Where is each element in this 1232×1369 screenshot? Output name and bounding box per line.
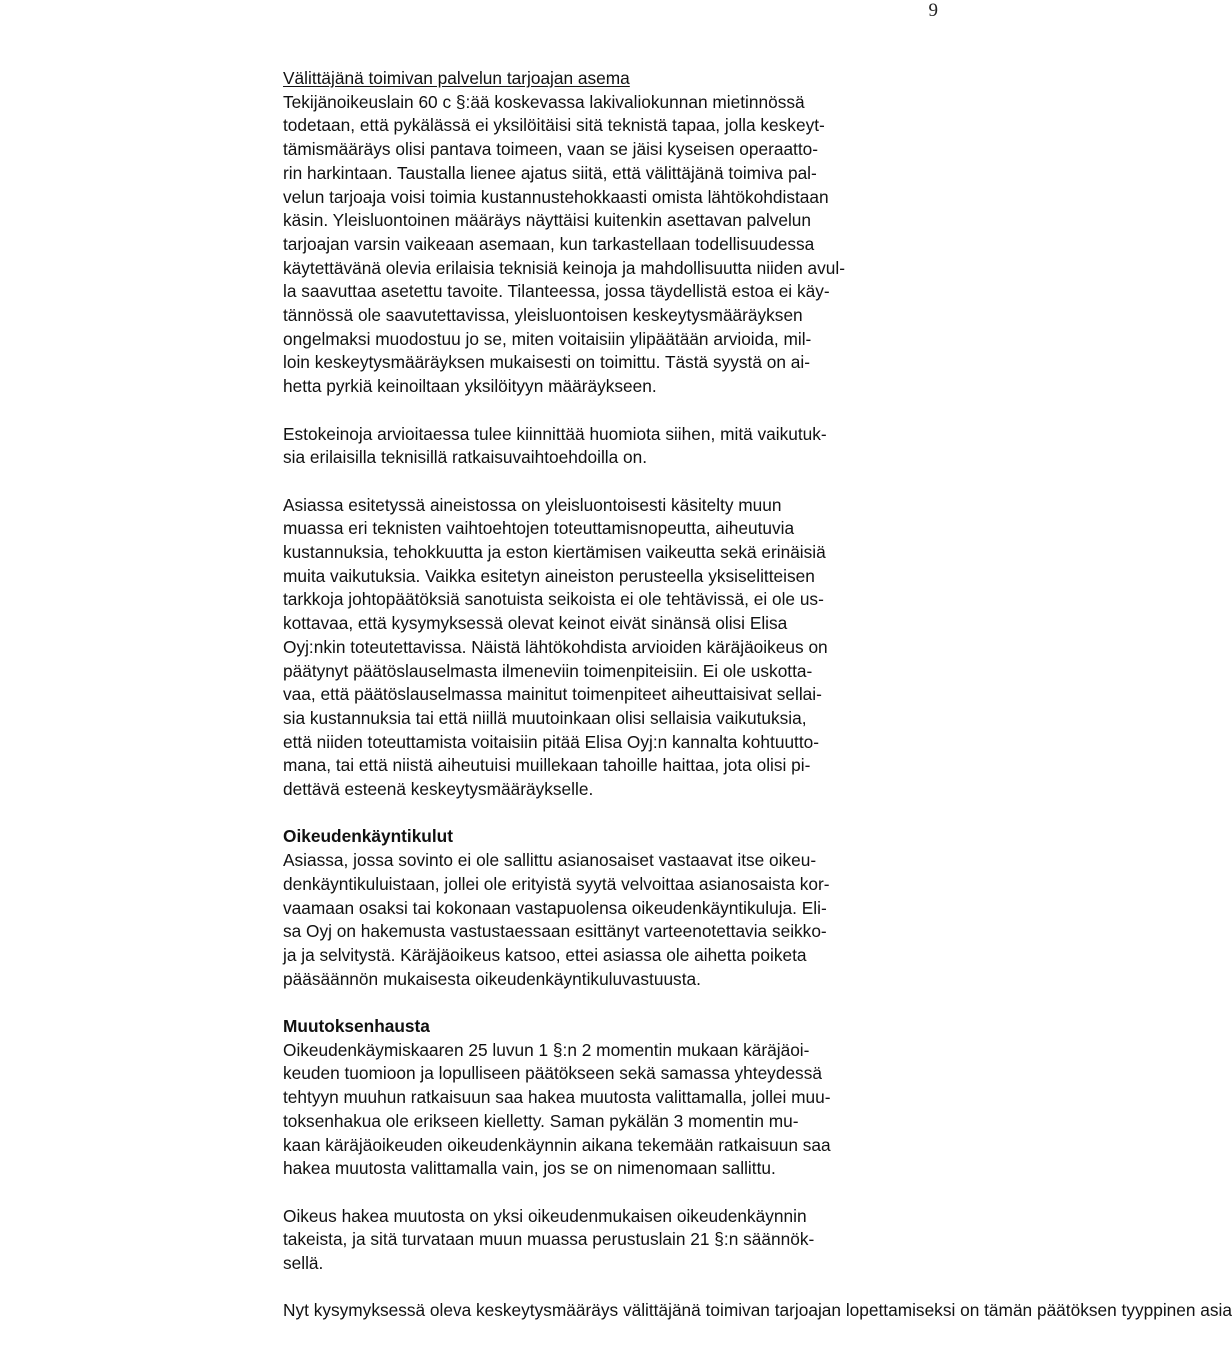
paragraph xyxy=(283,423,943,470)
text-line: Nyt kysymyksessä oleva keskeytysmääräys välittäjänä toimivan tarjoajan lopettamiseksi on tämän päätöksen tyyppinen asia xyxy=(283,1300,1232,1321)
text-line: takeista, ja sitä turvataan muun muassa perustuslain 21 §:n säännök- xyxy=(283,1229,815,1250)
text-line: velun tarjoaja voisi toimia kustannustehokkaasti omista lähtökohdistaan xyxy=(283,186,829,207)
text-line: dettävä esteenä keskeytysmääräykselle. xyxy=(283,779,594,800)
text-line: tarkkoja johtopäätöksiä sanotuista seikoista ei ole tehtävissä, ei ole us- xyxy=(283,589,824,610)
paragraph xyxy=(283,1205,943,1276)
text-line: käsin. Yleisluontoinen määräys näyttäisi kuitenkin asettavan palvelun xyxy=(283,210,812,231)
text-line: muassa eri teknisten vaihtoehtojen toteuttamisnopeutta, aiheutuvia xyxy=(283,518,795,539)
text-line: kaan käräjäoikeuden oikeudenkäynnin aikana tekemään ratkaisuun saa xyxy=(283,1134,831,1155)
text-line: Estokeinoja arvioitaessa tulee kiinnittää huomiota siihen, mitä vaikutuk- xyxy=(283,423,827,444)
paragraph xyxy=(283,1039,943,1181)
text-line: keuden tuomioon ja lopulliseen päätökseen sekä samassa yhteydessä xyxy=(283,1063,822,1084)
text-line: vaa, että päätöslauselmassa mainitut toimenpiteet aiheuttaisivat sellai- xyxy=(283,684,822,705)
section-heading-oikeudenkayntikulut: Oikeudenkäyntikulut xyxy=(283,826,453,847)
text-line: kustannuksia, tehokkuutta ja eston kiertämisen vaikeutta sekä erinäisiä xyxy=(283,542,826,563)
text-line: hetta pyrkiä keinoiltaan yksilöityyn määräykseen. xyxy=(283,376,657,397)
text-line: käytettävänä olevia erilaisia teknisiä keinoja ja mahdollisuutta niiden avul- xyxy=(283,257,845,278)
text-line: tarjoajan varsin vaikeaan asemaan, kun tarkastellaan todellisuudessa xyxy=(283,233,815,254)
text-line: la saavuttaa asetettu tavoite. Tilanteessa, jossa täydellistä estoa ei käy- xyxy=(283,281,830,302)
text-line: tehtyyn muuhun ratkaisuun saa hakea muutosta valittamalla, jollei muu- xyxy=(283,1087,831,1108)
text-line: todetaan, että pykälässä ei yksilöitäisi sitä teknistä tapaa, jolla keskeyt- xyxy=(283,115,825,136)
text-line: ongelmaksi muodostuu jo se, miten voitaisiin ylipäätään arvioida, mil- xyxy=(283,328,812,349)
text-line: tämismääräys olisi pantava toimeen, vaan se jäisi kyseisen operaatto- xyxy=(283,139,819,160)
text-line: sia kustannuksia tai että niillä muutoinkaan olisi sellaisia vaikutuksia, xyxy=(283,707,807,728)
section-heading-valittajana: Välittäjänä toimivan palvelun tarjoajan asema xyxy=(283,68,630,88)
text-line: Asiassa esitetyssä aineistossa on yleisluontoisesti käsitelty muun xyxy=(283,494,782,515)
text-line: sa Oyj on hakemusta vastustaessaan esittänyt varteenotettavia seikko- xyxy=(283,921,827,942)
text-line: vaamaan osaksi tai kokonaan vastapuolensa oikeudenkäyntikuluja. Eli- xyxy=(283,897,827,918)
text-line: muita vaikutuksia. Vaikka esitetyn aineiston perusteella yksiselitteisen xyxy=(283,565,815,586)
text-line: loin keskeytysmääräyksen mukaisesti on toimittu. Tästä syystä on ai- xyxy=(283,352,810,373)
text-line: tännössä ole saavutettavissa, yleisluontoisen keskeytysmääräyksen xyxy=(283,305,803,326)
text-line: kottavaa, että kysymyksessä olevat keinot eivät sinänsä olisi Elisa xyxy=(283,613,788,634)
text-line: mana, tai että niistä aiheutuisi muillekaan tahoille haittaa, jota olisi pi- xyxy=(283,755,811,776)
paragraph xyxy=(283,1299,1232,1323)
text-line: Asiassa, jossa sovinto ei ole sallittu asianosaiset vastaavat itse oikeu- xyxy=(283,850,817,871)
paragraph xyxy=(283,849,943,991)
text-line: rin harkintaan. Taustalla lienee ajatus siitä, että välittäjänä toimiva pal- xyxy=(283,162,817,183)
text-line: Oyj:nkin toteutettavissa. Näistä lähtökohdista arvioiden käräjäoikeus on xyxy=(283,636,828,657)
text-line: päätynyt päätöslauselmasta ilmeneviin toimenpiteisiin. Ei ole uskotta- xyxy=(283,660,813,681)
text-line: sia erilaisilla teknisillä ratkaisuvaihtoehdoilla on. xyxy=(283,447,648,468)
text-line: Tekijänoikeuslain 60 c §:ää koskevassa lakivaliokunnan mietinnössä xyxy=(283,91,805,112)
text-line: sellä. xyxy=(283,1253,324,1274)
paragraph xyxy=(283,494,943,802)
paragraph xyxy=(283,91,943,399)
section-heading-muutoksenhausta: Muutoksenhausta xyxy=(283,1016,430,1037)
text-line: että niiden toteuttamista voitaisiin pitää Elisa Oyj:n kannalta kohtuutto- xyxy=(283,731,820,752)
text-line: Oikeus hakea muutosta on yksi oikeudenmukaisen oikeudenkäynnin xyxy=(283,1205,807,1226)
page-number: 9 xyxy=(928,0,938,21)
text-line: pääsäännön mukaisesta oikeudenkäyntikuluvastuusta. xyxy=(283,968,701,989)
text-line: ja ja selvitystä. Käräjäoikeus katsoo, ettei asiassa ole aihetta poiketa xyxy=(283,944,807,965)
document-body xyxy=(283,67,1232,1323)
text-line: denkäyntikuluistaan, jollei ole erityistä syytä velvoittaa asianosaista kor- xyxy=(283,873,830,894)
text-line: hakea muutosta valittamalla vain, jos se on nimenomaan sallittu. xyxy=(283,1158,776,1179)
text-line: toksenhakua ole erikseen kielletty. Saman pykälän 3 momentin mu- xyxy=(283,1110,799,1131)
text-line: Oikeudenkäymiskaaren 25 luvun 1 §:n 2 momentin mukaan käräjäoi- xyxy=(283,1039,810,1060)
